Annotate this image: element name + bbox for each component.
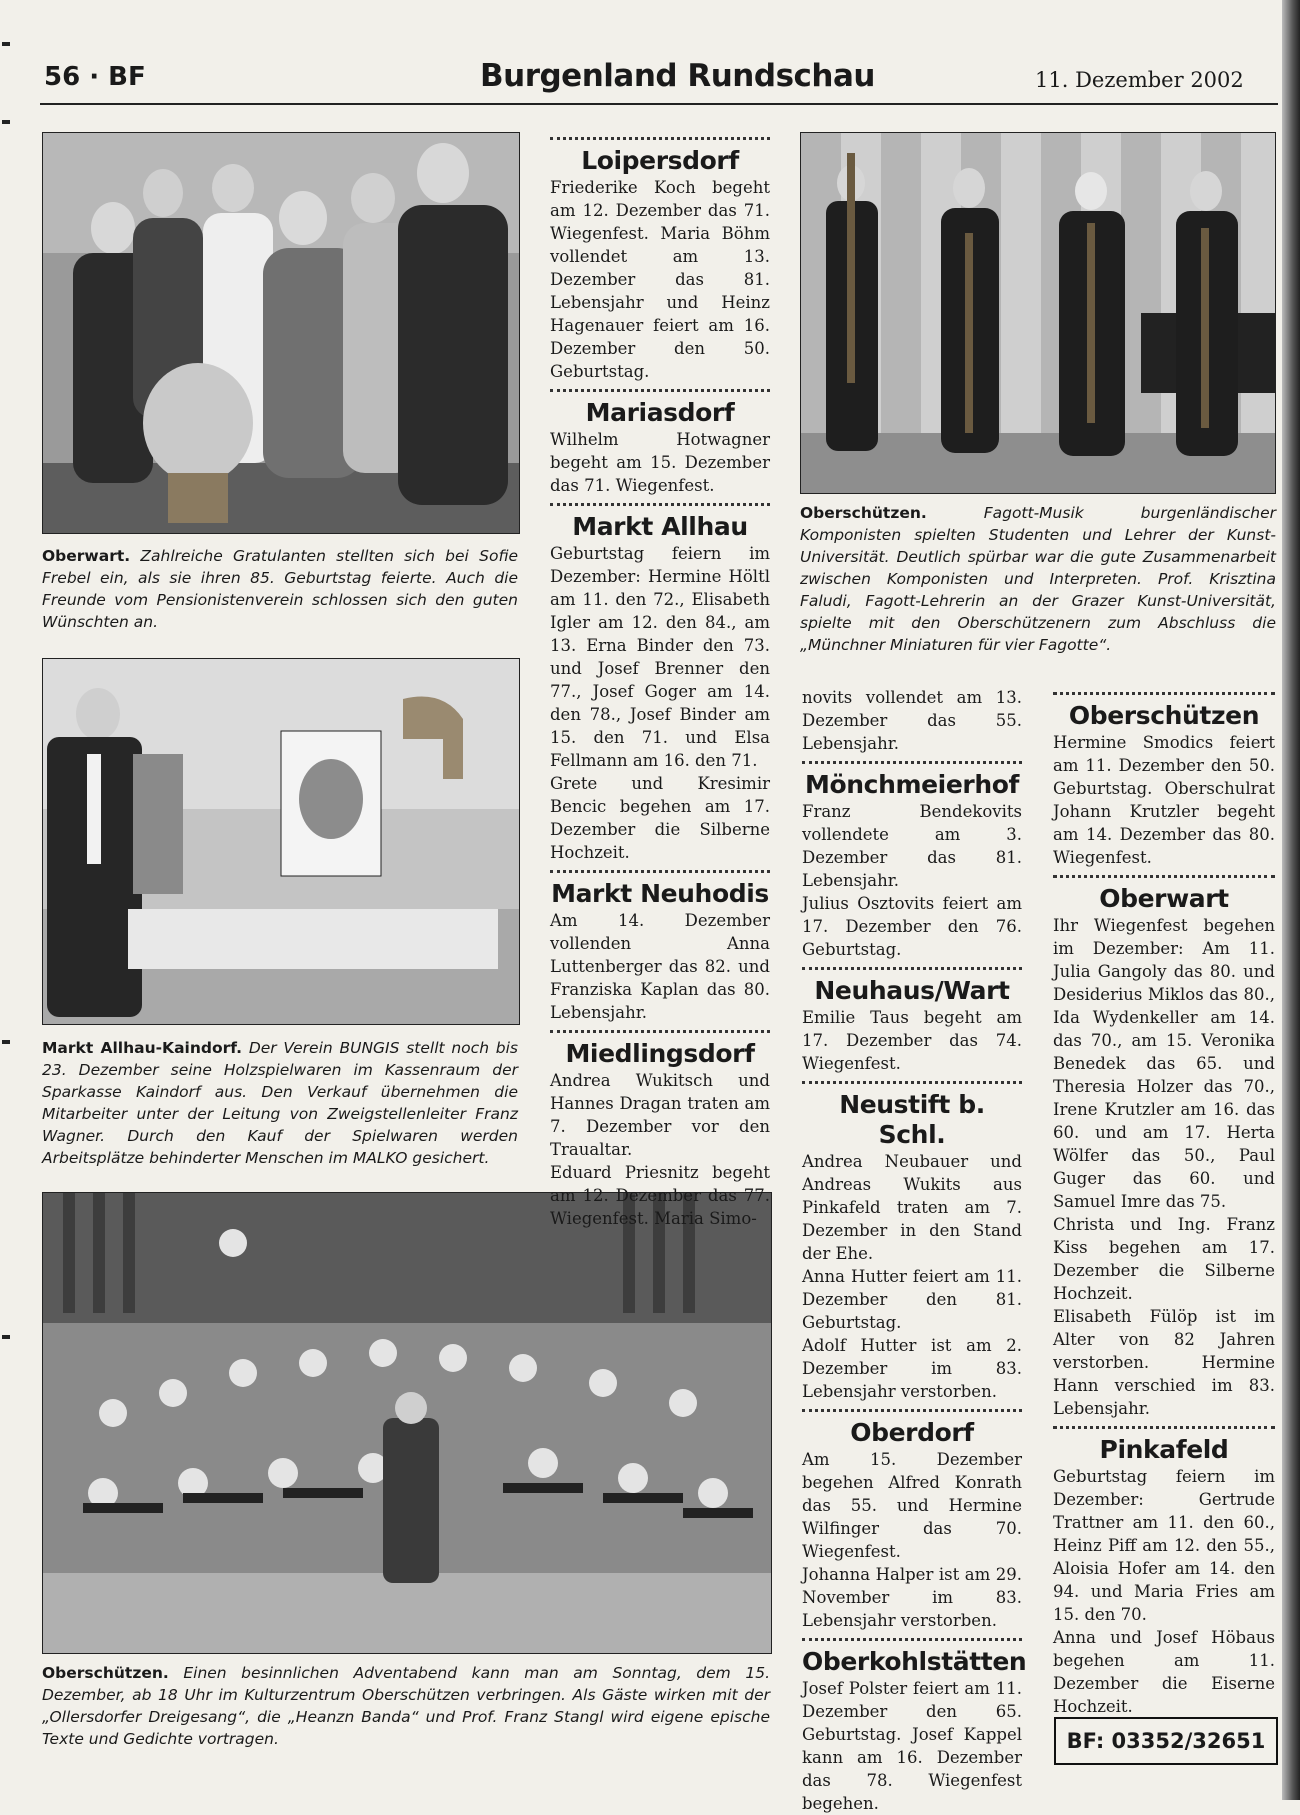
caption-allhau-text: Der Verein BUNGIS stellt noch bis 23. Dezember seine Holzspielwaren im Kassenraum der Sparkasse Kaindorf aus. Den Verkauf übernehmen die Mitarbeiter unter der Leitung von Zweigstellenleiter Franz Wagner. Durch den Kauf der Spielwaren werden Arbeitsplätze behinderter Menschen im MALKO gesichert. [42, 1039, 518, 1167]
dotted-separator [802, 967, 1022, 970]
caption-fagott [800, 502, 1276, 656]
photo-oberwart-group [42, 132, 520, 534]
photo-allhau-illustration [43, 659, 519, 1024]
page-edge-shadow [1282, 0, 1300, 1800]
caption-oberwart [42, 545, 518, 633]
section-heading: Mönchmeierhof [805, 770, 1019, 799]
section-paragraph: Franz Bendekovits vollendete am 3. Dezember das 81. Lebensjahr. [802, 802, 1022, 890]
section-paragraph: Friederike Koch begeht am 12. Dezember das 71. Wiegenfest. Maria Böhm vollendet am 13. Dezember das 81. Lebensjahr und Heinz Hagenauer feiert am 16. Dezember den 50. Geburtstag. [550, 178, 770, 381]
contact-phone-box: BF: 03352/32651 [1054, 1717, 1278, 1765]
section-paragraph: Elisabeth Fülöp ist im Alter von 82 Jahren verstorben. Hermine Hann verschied im 83. Lebensjahr. [1053, 1307, 1275, 1418]
scan-mark [2, 1040, 10, 1044]
section-paragraph: Anna und Josef Höbaus begehen am 11. Dezember die Eiserne Hochzeit. [1053, 1628, 1275, 1716]
section-paragraph: Am 14. Dezember vollenden Anna Luttenberger das 82. und Franziska Kaplan das 80. Lebensjahr. [550, 911, 770, 1022]
section-heading: Markt Allhau [572, 512, 748, 541]
section-paragraph: Julius Osztovits feiert am 17. Dezember den 76. Geburtstag. [802, 894, 1022, 959]
photo-allhau-exhibition [42, 658, 520, 1025]
scan-mark [2, 1335, 10, 1339]
photo-advent-orchestra [42, 1192, 772, 1654]
photo-orchestra-illustration [43, 1193, 771, 1653]
scan-mark [2, 120, 10, 124]
section-paragraph: Adolf Hutter ist am 2. Dezember im 83. Lebensjahr verstorben. [802, 1336, 1022, 1401]
dotted-separator [802, 1409, 1022, 1412]
section-paragraph: Ihr Wiegenfest begehen im Dezember: Am 11. Julia Gangoly das 80. und Desiderius Miklos das 80., Ida Wydenkeller am 14. das 70., am 15. Veronika Benedek das 65. und Theresia Holzer das 70., Irene Krutzler am 16. das 60. und am 17. Herta Wölfer das 50., Paul Guger das 60. und Samuel Imre das 75. [1053, 916, 1275, 1211]
dotted-separator [550, 389, 770, 392]
column-middle [550, 131, 770, 1230]
dotted-separator [802, 1081, 1022, 1084]
dotted-separator [802, 761, 1022, 764]
section-paragraph: Am 15. Dezember begehen Alfred Konrath das 55. und Hermine Wilfinger das 70. Wiegenfest. [802, 1450, 1022, 1561]
section-paragraph: Grete und Kresimir Bencic begehen am 17. Dezember die Silberne Hochzeit. [550, 774, 770, 862]
section-paragraph: Wilhelm Hotwagner begeht am 15. Dezember das 71. Wiegenfest. [550, 430, 770, 495]
caption-allhau [42, 1037, 518, 1169]
header-rule [40, 103, 1278, 105]
section-paragraph: Christa und Ing. Franz Kiss begehen am 17. Dezember die Silberne Hochzeit. [1053, 1215, 1275, 1303]
photo-fagott-illustration [801, 133, 1275, 493]
column-right-1 [802, 686, 1027, 1815]
section-heading: Loipersdorf [581, 146, 739, 175]
dotted-separator [550, 137, 770, 140]
page-number-section: 56 · BF [44, 62, 146, 92]
section-paragraph: Hermine Smodics feiert am 11. Dezember den 50. Geburtstag. Oberschulrat Johann Krutzler begeht am 14. Dezember das 80. Wiegenfest. [1053, 733, 1275, 867]
column-right-2 [1053, 686, 1275, 1718]
caption-fagott-text: Fagott-Musik burgenländischer Komponisten spielten Studenten und Lehrer der Kunst-Universität. Deutlich spürbar war die gute Zusammenarbeit zwischen Komponisten und Interpreten. Prof. Krisztina Faludi, Fagott-Lehrerin an der Grazer Kunst-Universität, spielte mit den Oberschützenern zum Abschluss die „Münchner Miniaturen für vier Fagotte“. [800, 504, 1276, 654]
section-paragraph: Eduard Priesnitz begeht am 12. Dezember das 77. Wiegenfest. Maria Simo- [550, 1163, 770, 1228]
caption-fagott-place: Oberschützen. [800, 504, 927, 522]
section-heading: Oberkohlstätten [802, 1647, 1027, 1676]
caption-oberwart-text: Zahlreiche Gratulanten stellten sich bei Sofie Frebel ein, als sie ihren 85. Geburtstag feierte. Auch die Freunde vom Pensionistenverein schlossen sich den guten Wünschten an. [42, 547, 518, 631]
section-paragraph: Anna Hutter feiert am 11. Dezember den 81. Geburtstag. [802, 1267, 1022, 1332]
scan-mark [2, 42, 10, 46]
dotted-separator [1053, 1426, 1275, 1429]
dotted-separator [550, 870, 770, 873]
caption-advent-place: Oberschützen. [42, 1664, 169, 1682]
dotted-separator [550, 503, 770, 506]
section-paragraph: Geburtstag feiern im Dezember: Hermine Höltl am 11. den 72., Elisabeth Igler am 12. den 84., am 13. Erna Binder den 73. und Josef Brenner den 77., Josef Goger am 14. den 78., Josef Binder am 15. den 71. und Elsa Fellmann am 16. den 71. [550, 544, 770, 770]
section-heading: Miedlingsdorf [565, 1039, 755, 1068]
section-paragraph: Emilie Taus begeht am 17. Dezember das 74. Wiegenfest. [802, 1008, 1022, 1073]
section-heading: Pinkafeld [1099, 1435, 1229, 1464]
caption-allhau-place: Markt Allhau-Kaindorf. [42, 1039, 243, 1057]
section-paragraph: Andrea Wukitsch und Hannes Dragan traten am 7. Dezember vor den Traualtar. [550, 1071, 770, 1159]
section-heading: Oberschützen [1068, 701, 1260, 730]
dotted-separator [1053, 692, 1275, 695]
section-heading: Markt Neuhodis [551, 879, 769, 908]
issue-date: 11. Dezember 2002 [1035, 68, 1244, 92]
section-heading: Oberwart [1099, 884, 1229, 913]
section-paragraph: Josef Polster feiert am 11. Dezember den 65. Geburtstag. Josef Kappel kann am 16. Dezember das 78. Wiegenfest begehen. [802, 1679, 1022, 1813]
section-heading: Neustift b. Schl. [839, 1090, 985, 1149]
section-paragraph: Johanna Halper ist am 29. November im 83. Lebensjahr verstorben. [802, 1565, 1022, 1630]
section-paragraph: Geburtstag feiern im Dezember: Gertrude Trattner am 11. den 60., Heinz Piff am 12. den 55., Aloisia Hofer am 14. den 94. und Maria Fries am 15. den 70. [1053, 1467, 1275, 1624]
section-heading: Neuhaus/Wart [814, 976, 1010, 1005]
section-heading: Oberdorf [850, 1418, 974, 1447]
photo-oberwart-illustration [43, 133, 519, 533]
dotted-separator [1053, 875, 1275, 878]
caption-advent-text: Einen besinnlichen Adventabend kann man am Sonntag, dem 15. Dezember, ab 18 Uhr im Kulturzentrum Oberschützen verbringen. Als Gäste wirken mit der „Ollersdorfer Dreigesang“, die „Heanzn Banda“ und Prof. Franz Stangl wird eigene epische Texte und Gedichte vortragen. [42, 1664, 770, 1748]
section-paragraph: Andrea Neubauer und Andreas Wukits aus Pinkafeld traten am 7. Dezember in den Stand der Ehe. [802, 1152, 1022, 1263]
section-heading: Mariasdorf [585, 398, 735, 427]
caption-oberwart-place: Oberwart. [42, 547, 131, 565]
dotted-separator [802, 1638, 1022, 1641]
photo-fagott-players [800, 132, 1276, 494]
dotted-separator [550, 1030, 770, 1033]
caption-advent [42, 1662, 770, 1750]
section-paragraph: novits vollendet am 13. Dezember das 55. Lebensjahr. [802, 688, 1022, 753]
masthead-title: Burgenland Rundschau [480, 58, 875, 94]
